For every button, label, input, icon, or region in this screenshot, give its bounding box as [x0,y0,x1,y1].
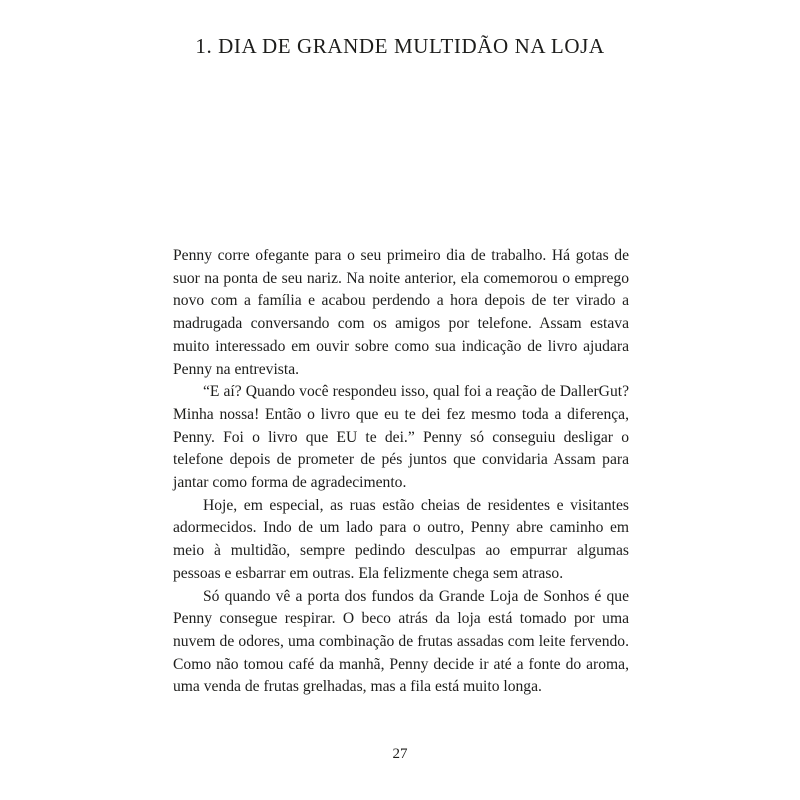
paragraph-4: Só quando vê a porta dos fundos da Grande Loja de Sonhos é que Penny consegue respirar. O beco atrás da loja está tomado por uma nuvem de odores, uma combinação de frutas assadas com leite fervendo. Como não tomou café da manhã, Penny decide ir até a fonte do aroma, uma venda de frutas grelhadas, mas a fila está muito longa. [173,587,629,696]
body-text [173,245,629,699]
page-number: 27 [392,746,408,762]
chapter-title: 1. DIA DE GRANDE MULTIDÃO NA LOJA [195,34,605,58]
paragraph-2: “E aí? Quando você respondeu isso, qual foi a reação de DallerGut? Minha nossa! Então o livro que eu te dei fez mesmo toda a diferença, Penny. Foi o livro que EU te dei.” Penny só conseguiu desligar o telefone depois de prometer de pés juntos que convidaria Assam para jantar como forma de agradecimento. [173,383,629,492]
paragraph-1: Penny corre ofegante para o seu primeiro dia de trabalho. Há gotas de suor na ponta de seu nariz. Na noite anterior, ela comemorou o emprego novo com a família e acabou perdendo a hora depois de ter virado a madrugada conversando com os amigos por telefone. Assam estava muito interessado em ouvir sobre como sua indicação de livro ajudara Penny na entrevista. [173,247,629,378]
paragraph-3: Hoje, em especial, as ruas estão cheias de residentes e visitantes adormecidos. Indo de um lado para o outro, Penny abre caminho em meio à multidão, sempre pedindo desculpas ao empurrar algumas pessoas e esbarrar em outras. Ela felizmente chega sem atraso. [173,496,629,582]
